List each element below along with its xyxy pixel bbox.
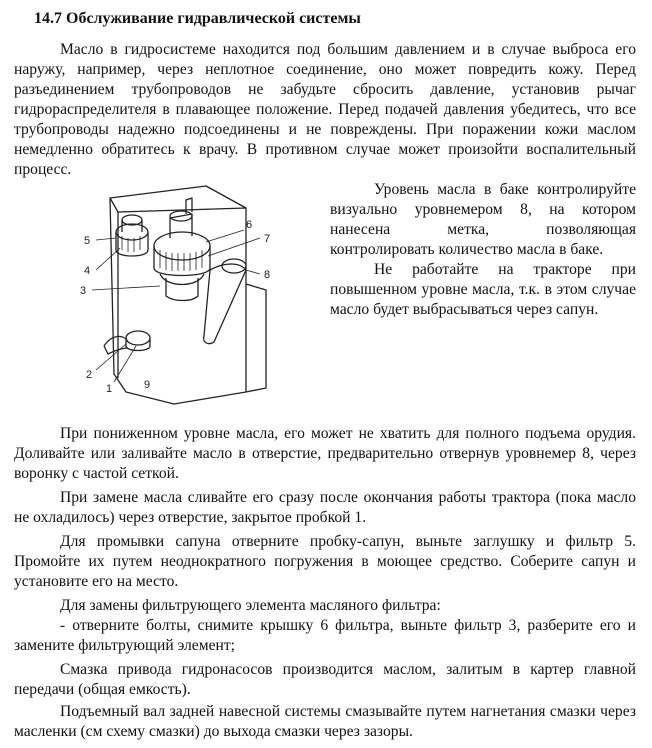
callout-8: 8 bbox=[264, 269, 271, 281]
callout-3: 3 bbox=[80, 285, 87, 297]
callout-1: 1 bbox=[106, 383, 113, 395]
paragraph-level-gauge: Уровень масла в баке контролируйте визуально уровнемером 8, на котором нанесена метка, позволяющая контролировать количество масла в баке. bbox=[330, 181, 636, 258]
callout-7: 7 bbox=[264, 233, 271, 245]
callout-6: 6 bbox=[246, 219, 253, 231]
oil-tank-drawing bbox=[74, 178, 288, 414]
oil-tank-figure bbox=[74, 178, 288, 414]
paragraph-breather-cleaning: Для промывки сапуна отверните пробку-сапун, выньте заглушку и фильтр 5. Промойте их путем неоднократного погружения в моющее средство. Соберите сапун и установите его на место. bbox=[14, 533, 636, 590]
paragraph-oil-change: При замене масла сливайте его сразу после окончания работы трактора (пока масло не охладилось) через отверстие, закрытое пробкой 1. bbox=[14, 489, 636, 526]
paragraph-pump-lubrication: Смазка привода гидронасосов производится маслом, залитым в картер главной передачи (общая емкость). bbox=[14, 661, 636, 698]
paragraph-filter-steps: - отверните болты, снимите крышку 6 фильтра, выньте фильтр 3, разберите его и замените фильтрующий элемент; bbox=[14, 617, 636, 654]
paragraph-high-level-warning: Не работайте на тракторе при повышенном уровне масла, т.к. в этом случае масло будет выбрасываться через сапун. bbox=[330, 261, 636, 318]
callout-9: 9 bbox=[144, 379, 151, 391]
callout-4: 4 bbox=[84, 265, 91, 277]
paragraph-low-level: При пониженном уровне масла, его может не хватить для полного подъема орудия. Доливайте или заливайте масло в отверстие, предварительно отвернув уровнемер 8, через воронку с частой сеткой. bbox=[14, 425, 636, 482]
paragraph-lift-shaft: Подъемный вал задней навесной системы смазывайте путем нагнетания смазки через масленки (см схему смазки) до выхода смазки через зазоры. bbox=[14, 703, 636, 740]
section-title: 14.7 Обслуживание гидравлической системы bbox=[34, 10, 361, 27]
callout-5: 5 bbox=[84, 235, 91, 247]
paragraph-safety: Масло в гидросистеме находится под большим давлением и в случае выброса его наружу, например, через неплотное соединение, оно может повредить кожу. Перед разъединением трубопроводов не забудьте сбросить давление, установив рычаг гидрораспределителя в плавающее положение. Перед подачей давления убедитесь, что все трубопроводы надежно подсоединены и не повреждены. При поражении кожи маслом немедленно обратитесь к врачу. В противном случае может произойти воспалительный процесс. bbox=[14, 41, 636, 178]
paragraph-filter-intro: Для замены фильтрующего элемента масляного фильтра: bbox=[60, 597, 441, 614]
callout-2: 2 bbox=[86, 369, 93, 381]
